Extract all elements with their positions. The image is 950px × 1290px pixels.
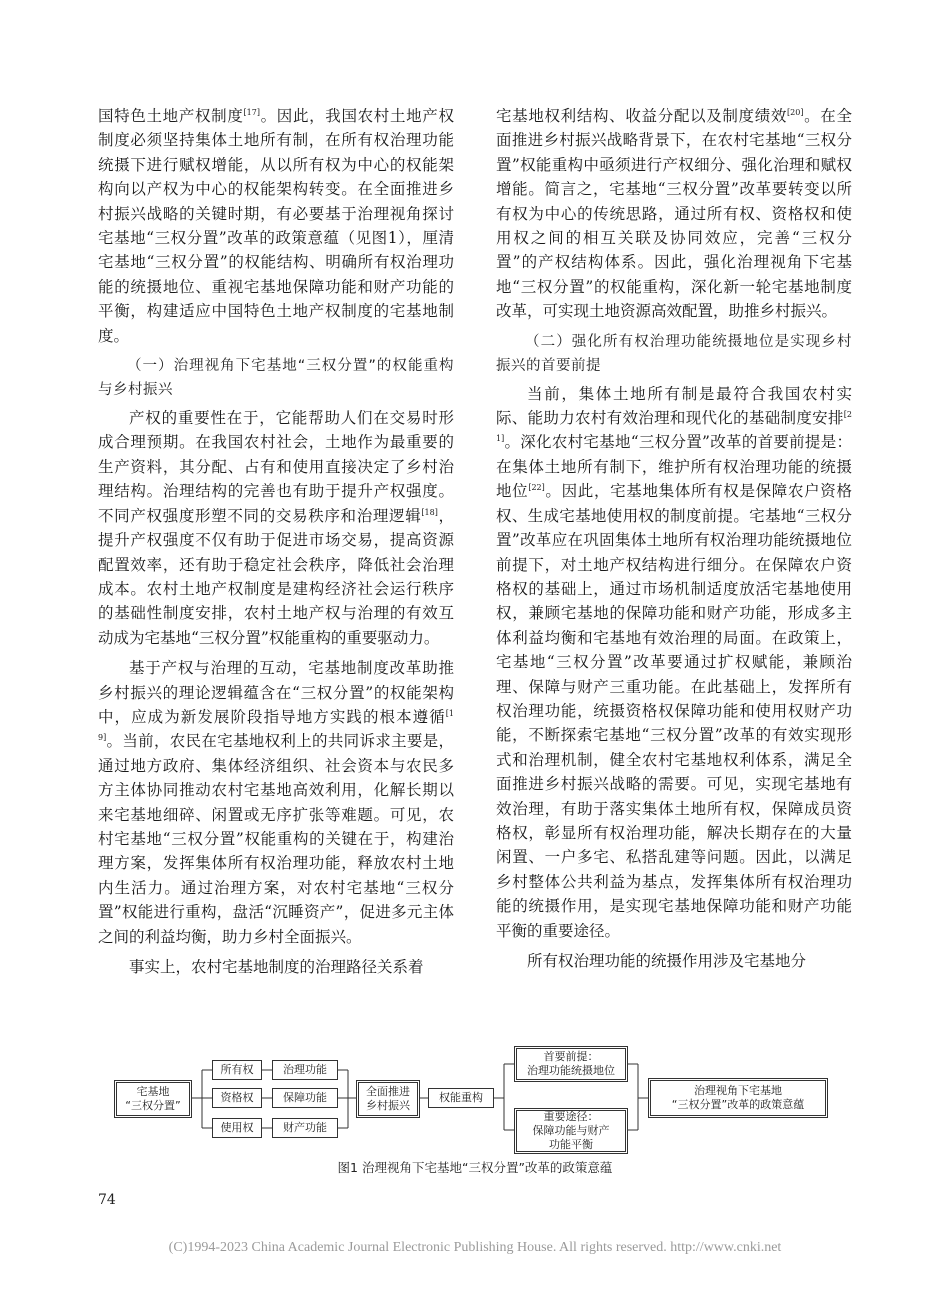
copyright-footer: (C)1994-2023 China Academic Journal Electronic Publishing House. All rights reserved. http://www.cnki.net — [168, 1240, 782, 1255]
page-number: 74 — [98, 1192, 116, 1208]
figure-1-flowchart — [98, 1038, 858, 1151]
node-primary-premise: 首要前提： 治理功能统摄地位 — [514, 1046, 628, 1082]
node-power-reconstruction: 权能重构 — [428, 1088, 494, 1108]
citation: [21] — [496, 410, 852, 444]
paragraph: 宅基地权利结构、收益分配以及制度绩效[20]。在全面推进乡村振兴战略背景下，在农村宅基地“三权分置”权能重构中亟须进行产权细分、强化治理和赋权增能。简言之，宅基地“三权分置”改革要转变以所有权为中心的传统思路，通过所有权、资格权和使用权之间的相互关联及协同效应，完善“三权分置”的产权结构体系。因此，强化治理视角下宅基地“三权分置”的权能重构，深化新一轮宅基地制度改革，可实现土地资源高效配置，助推乡村振兴。 — [496, 107, 852, 321]
node-qualification-right: 资格权 — [212, 1088, 262, 1108]
citation: [19] — [98, 708, 454, 743]
node-use-right: 使用权 — [212, 1118, 262, 1138]
paragraph: 国特色土地产权制度[17]。因此，我国农村土地产权制度必须坚持集体土地所有制，在所有权治理功能统摄下进行赋权增能，从以所有权为中心的权能架构向以产权为中心的权能架构转变。在全面推进乡村振兴战略的关键时期，有必要基于治理视角探讨宅基地“三权分置”改革的政策意蕴（见图1），厘清宅基地“三权分置”的权能结构、明确所有权治理功能的统摄地位、重视宅基地保障功能和财产功能的平衡，构建适应中国特色土地产权制度的宅基地制度。 — [98, 107, 454, 345]
node-security-function: 保障功能 — [272, 1088, 338, 1108]
paragraph: 事实上，农村宅基地制度的治理路径关系着 — [129, 958, 424, 976]
left-column — [98, 104, 454, 979]
node-important-path: 重要途径： 保障功能与财产 功能平衡 — [514, 1108, 628, 1154]
node-property-function: 财产功能 — [272, 1118, 338, 1138]
citation: [18] — [421, 507, 438, 517]
paragraph: 产权的重要性在于，它能帮助人们在交易时形成合理预期。在我国农村社会，土地作为最重要的生产资料，其分配、占有和使用直接决定了乡村治理结构。治理结构的完善也有助于提升产权强度。不同产权强度形塑不同的交易秩序和治理逻辑[18]，提升产权强度不仅有助于促进市场交易，提高资源配置效率，还有助于稳定社会秩序，降低社会治理成本。农村土地产权制度是建构经济社会运行秩序的基础性制度安排，农村土地产权与治理的有效互动成为宅基地“三权分置”权能重构的重要驱动力。 — [98, 409, 454, 647]
citation: [22] — [528, 483, 545, 493]
section-heading-2: （二）强化所有权治理功能统摄地位是实现乡村振兴的首要前提 — [496, 333, 852, 374]
paragraph: 基于产权与治理的互动，宅基地制度改革助推乡村振兴的理论逻辑蕴含在“三权分置”的权能架构中，应成为新发展阶段指导地方实践的根本遵循[19]。当前，农民在宅基地权利上的共同诉求主要是，通过地方政府、集体经济组织、社会资本与农民多方主体协同推动农村宅基地高效利用，化解长期以来宅基地细碎、闲置或无序扩张等难题。可见，农村宅基地“三权分置”权能重构的关键在于，构建治理方案，发挥集体所有权治理功能，释放农村土地内生活力。通过治理方案，对农村宅基地“三权分置”权能进行重构，盘活“沉睡资产”，促进多元主体之间的利益均衡，助力乡村全面振兴。 — [98, 659, 454, 946]
node-ownership-right: 所有权 — [212, 1060, 262, 1080]
node-policy-implication: 治理视角下宅基地 “三权分置”改革的政策意蕴 — [648, 1078, 828, 1118]
section-heading-1: （一）治理视角下宅基地“三权分置”的权能重构与乡村振兴 — [98, 358, 454, 399]
citation: [20] — [787, 108, 804, 117]
node-rural-revitalization: 全面推进 乡村振兴 — [356, 1080, 420, 1118]
node-homestead-three-rights: 宅基地 “三权分置” — [114, 1080, 192, 1118]
paragraph: 当前，集体土地所有制是最符合我国农村实际、能助力农村有效治理和现代化的基础制度安排[21]。深化农村宅基地“三权分置”改革的首要前提是：在集体土地所有制下，维护所有权治理功能的统摄地位[22]。因此，宅基地集体所有权是保障农户资格权、生成宅基地使用权的制度前提。宅基地“三权分置”改革应在巩固集体土地所有权治理功能统摄地位前提下，对土地产权结构进行细分。在保障农户资格权的基础上，通过市场机制适度放活宅基地使用权，兼顾宅基地的保障功能和财产功能，形成多主体利益均衡和宅基地有效治理的局面。在政策上，宅基地“三权分置”改革要通过扩权赋能，兼顾治理、保障与财产三重功能。在此基础上，发挥所有权治理功能，统摄资格权保障功能和使用权财产功能，不断探索宅基地“三权分置”改革的有效实现形式和治理机制，健全农村宅基地权利体系，满足全面推进乡村振兴战略的需要。可见，实现宅基地有效治理，有助于落实集体土地所有权，保障成员资格权，彰显所有权治理功能，解决长期存在的大量闲置、一户多宅、私搭乱建等问题。因此，以满足乡村整体公共利益为基点，发挥集体所有权治理功能的统摄作用，是实现宅基地保障功能和财产功能平衡的重要途径。 — [496, 384, 852, 940]
right-column — [496, 104, 852, 973]
node-governance-function: 治理功能 — [272, 1060, 338, 1080]
figure-caption: 图1 治理视角下宅基地“三权分置”改革的政策意蕴 — [337, 1160, 613, 1175]
citation: [17] — [243, 108, 260, 117]
paragraph: 所有权治理功能的统摄作用涉及宅基地分 — [527, 952, 807, 970]
